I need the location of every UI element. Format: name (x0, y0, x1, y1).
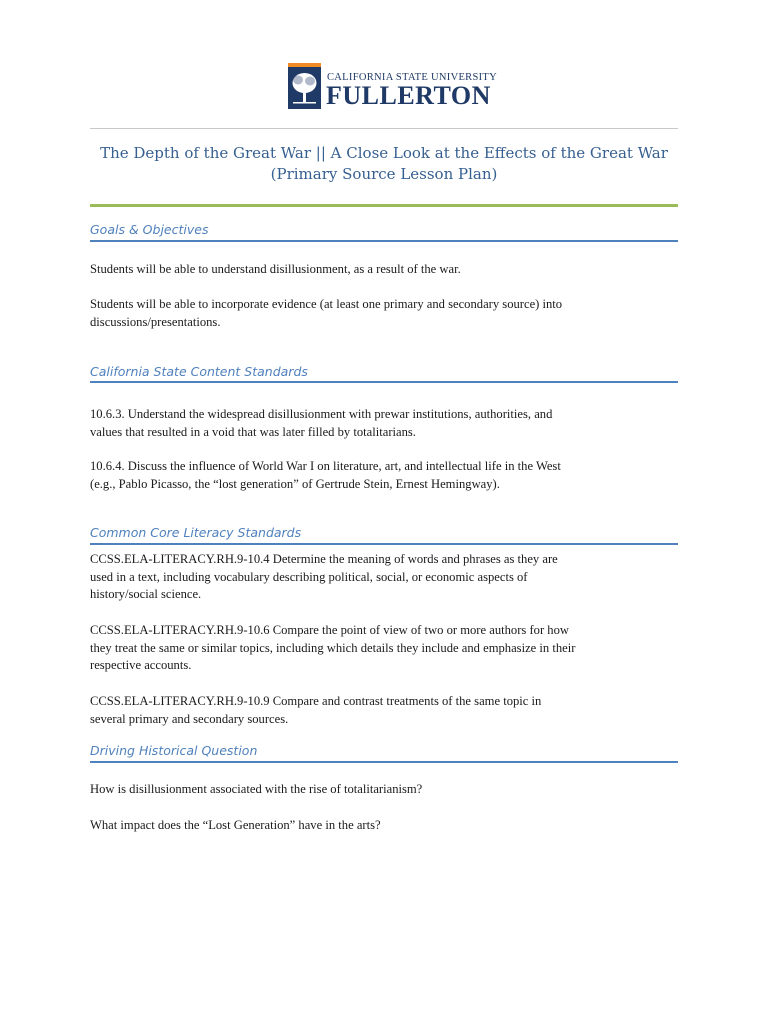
state-standards-heading: California State Content Standards (90, 364, 308, 379)
page-title-line1: The Depth of the Great War || A Close Look at the Effects of the Great War (100, 144, 668, 162)
standard-10-6-3-line2: values that resulted in a void that was later filled by totalitarians. (90, 424, 416, 439)
standard-10-6-3 (90, 406, 678, 441)
csuf-logo (288, 63, 498, 111)
ccss-rh-9-10-6 (90, 622, 678, 675)
goals-rule (90, 240, 678, 242)
goals-paragraph-1 (90, 261, 678, 279)
ccss-6-line1: CCSS.ELA-LITERACY.RH.9-10.6 Compare the point of view of two or more authors for how (90, 623, 569, 637)
common-core-rule (90, 543, 678, 545)
driving-question-2-text: What impact does the “Lost Generation” have in the arts? (90, 818, 381, 832)
driving-question-1 (90, 781, 678, 799)
ccss-4-line3: history/social science. (90, 587, 202, 602)
tree-badge-icon (288, 63, 321, 109)
goals-p2-line2: discussions/presentations. (90, 314, 221, 329)
state-standards-rule (90, 381, 678, 383)
logo-campus-text: FULLERTON (326, 81, 491, 110)
logo-university-text: CALIFORNIA STATE UNIVERSITY (327, 72, 498, 83)
driving-question-1-text: How is disillusionment associated with the rise of totalitarianism? (90, 782, 423, 796)
driving-question-2 (90, 817, 678, 835)
common-core-heading: Common Core Literacy Standards (90, 525, 302, 540)
ccss-4-line1: CCSS.ELA-LITERACY.RH.9-10.4 Determine the meaning of words and phrases as they are (90, 552, 558, 566)
goals-paragraph-2 (90, 296, 678, 331)
driving-question-heading: Driving Historical Question (90, 743, 258, 758)
goals-p1-text: Students will be able to understand disillusionment, as a result of the war. (90, 262, 461, 276)
ccss-6-line3: respective accounts. (90, 658, 192, 673)
standard-10-6-4 (90, 458, 678, 493)
ccss-6-line2: they treat the same or similar topics, including which details they include and emphasize in their (90, 640, 576, 655)
ccss-9-line1: CCSS.ELA-LITERACY.RH.9-10.9 Compare and contrast treatments of the same topic in (90, 694, 542, 708)
ccss-rh-9-10-4 (90, 551, 678, 604)
page-title-line2: (Primary Source Lesson Plan) (270, 165, 498, 183)
goals-heading: Goals & Objectives (90, 222, 209, 237)
top-divider (90, 128, 678, 129)
standard-10-6-3-line1: 10.6.3. Understand the widespread disillusionment with prewar institutions, authorities, and (90, 407, 553, 421)
ccss-4-line2: used in a text, including vocabulary describing political, social, or economic aspects of (90, 569, 528, 584)
ccss-9-line2: several primary and secondary sources. (90, 711, 289, 726)
driving-question-rule (90, 761, 678, 763)
title-divider (90, 204, 678, 207)
standard-10-6-4-line2: (e.g., Pablo Picasso, the “lost generation” of Gertrude Stein, Ernest Hemingway). (90, 476, 500, 491)
ccss-rh-9-10-9 (90, 693, 678, 728)
goals-p2-line1: Students will be able to incorporate evidence (at least one primary and secondary source) into (90, 297, 563, 311)
standard-10-6-4-line1: 10.6.4. Discuss the influence of World War I on literature, art, and intellectual life in the West (90, 459, 561, 473)
